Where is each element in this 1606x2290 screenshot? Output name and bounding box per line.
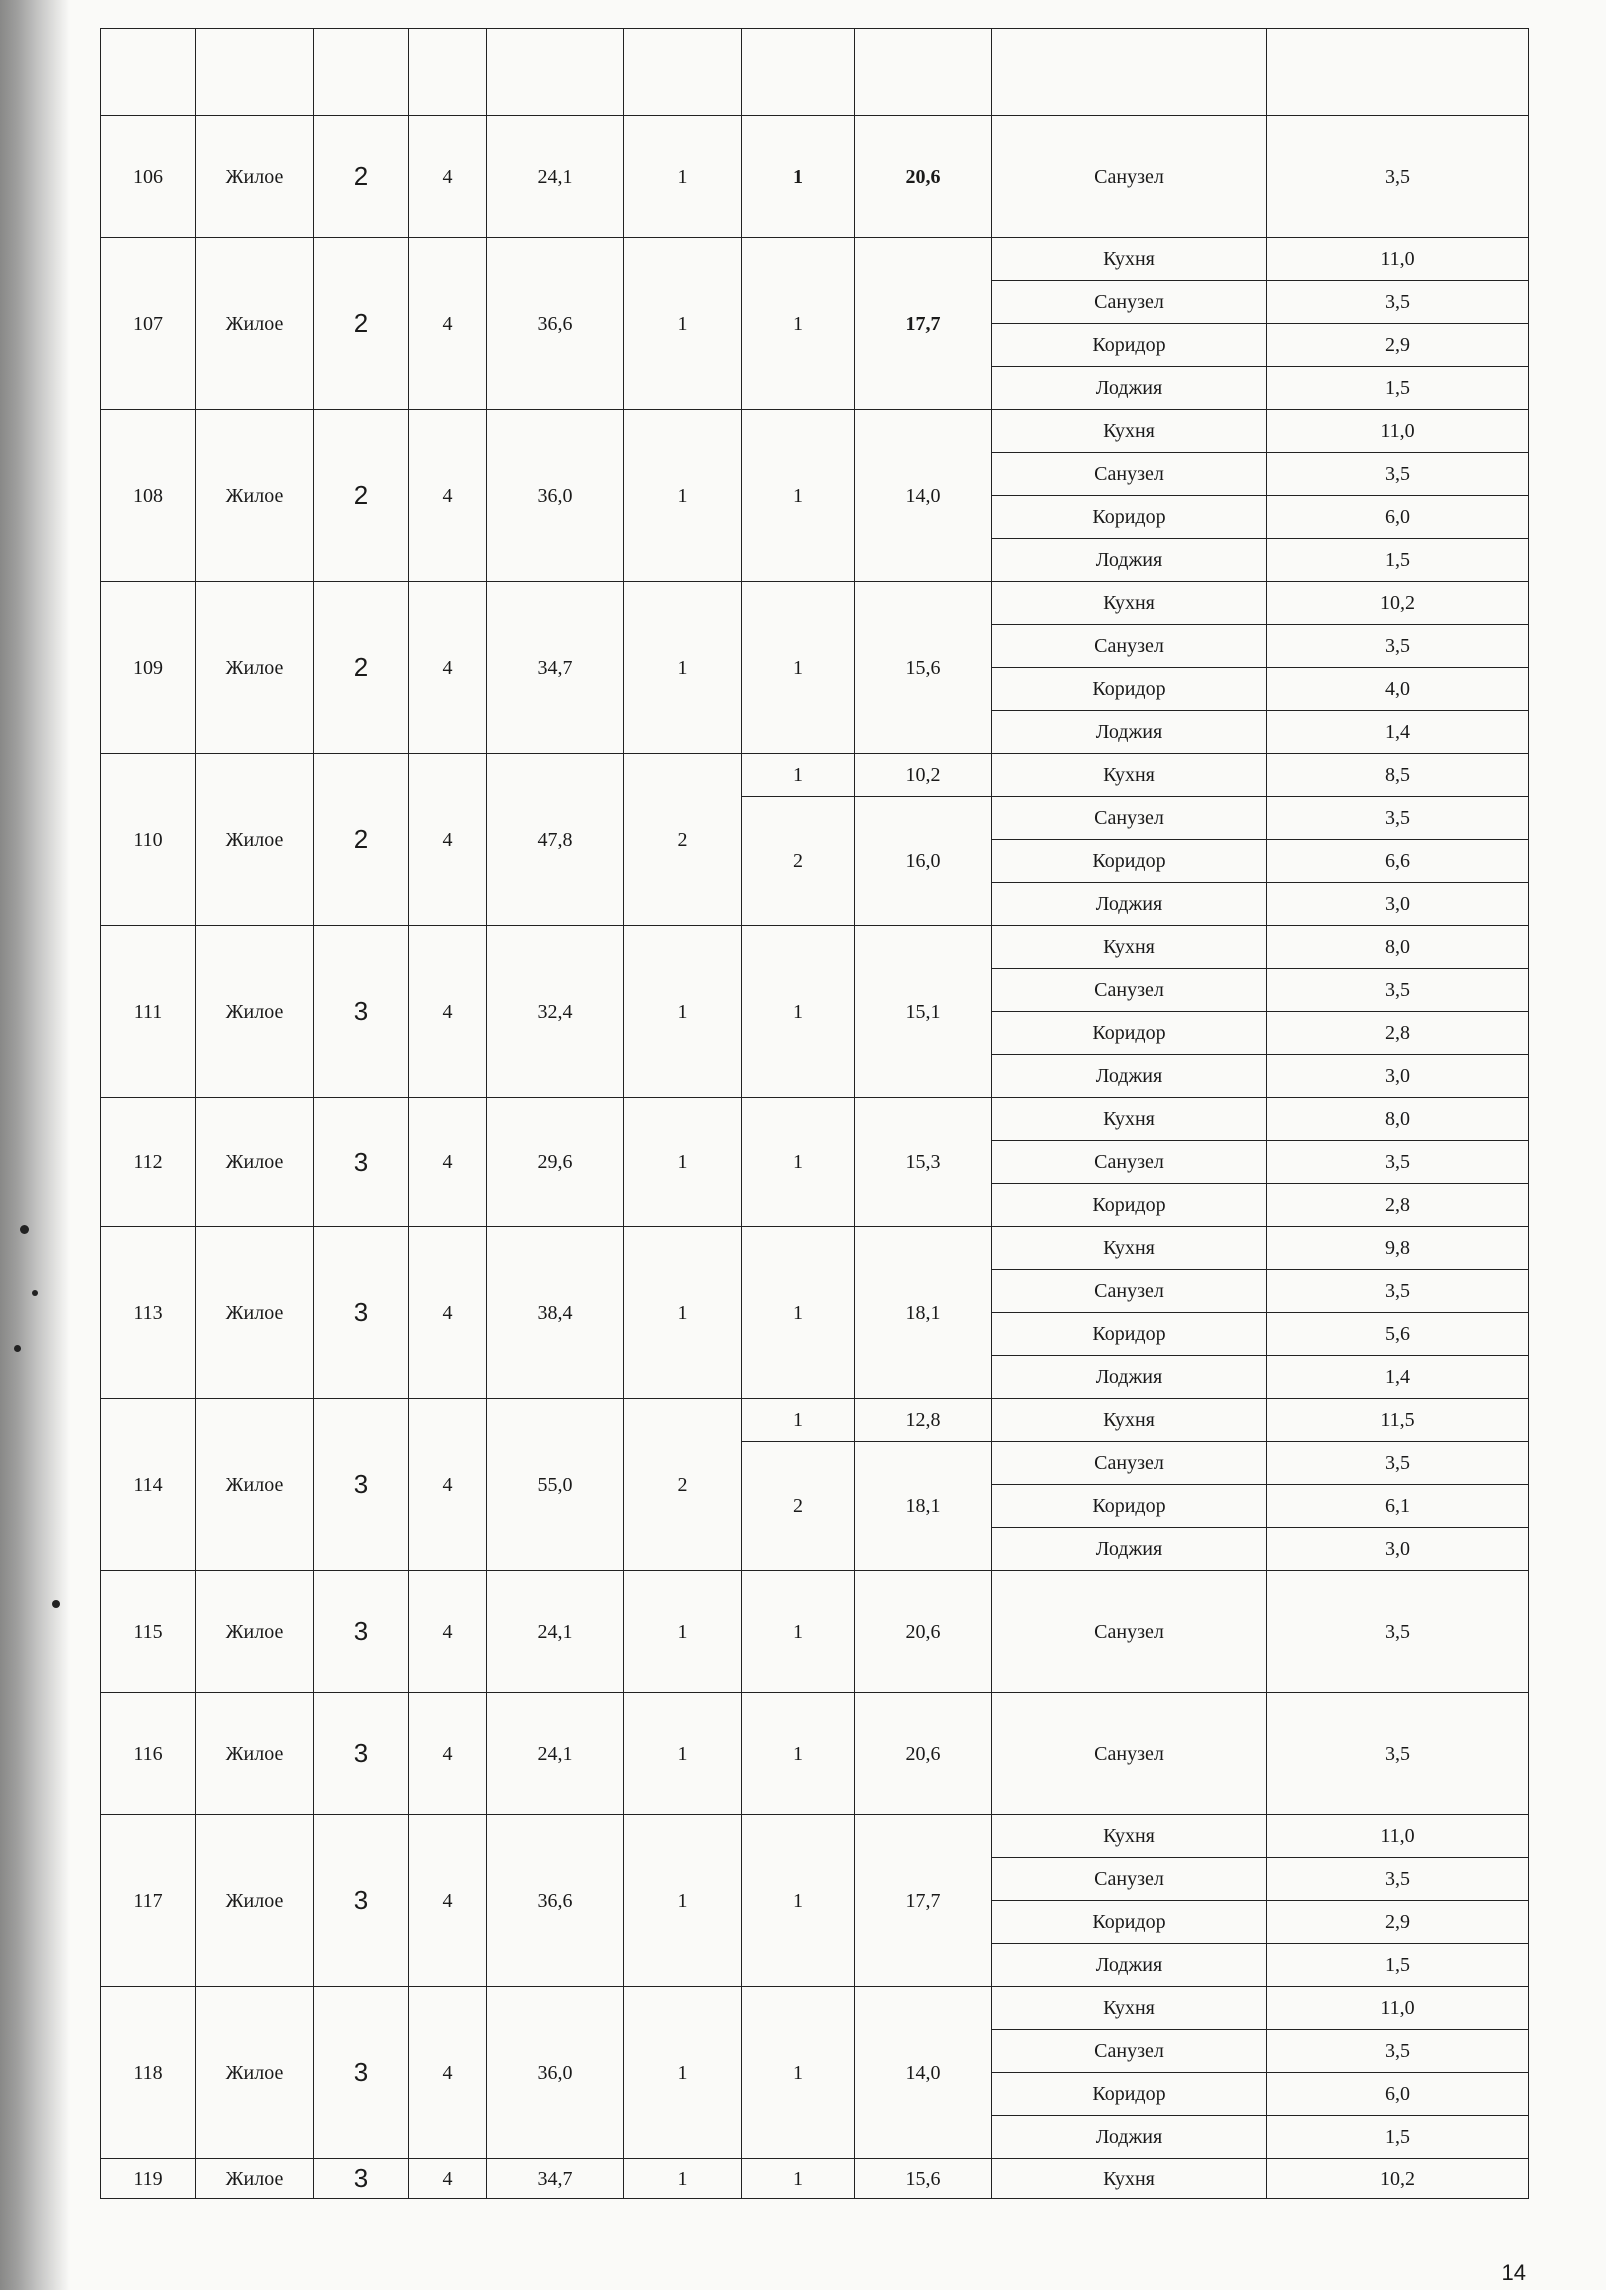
- purpose-cell: Жилое: [196, 1815, 314, 1987]
- total-area-cell: 55,0: [487, 1399, 624, 1571]
- aux-room-name-cell: Лоджия: [992, 1356, 1267, 1399]
- aux-room-area-cell: 3,5: [1267, 1270, 1529, 1313]
- aux-room-name-cell: Кухня: [992, 238, 1267, 281]
- aux-room-name-cell: Коридор: [992, 1012, 1267, 1055]
- aux-room-name-cell: Лоджия: [992, 1055, 1267, 1098]
- aux-room-name-cell: Кухня: [992, 1227, 1267, 1270]
- floor-cell: 4: [409, 926, 487, 1098]
- aux-room-name-cell: Санузел: [992, 116, 1267, 238]
- aux-room-area-cell: 2,9: [1267, 324, 1529, 367]
- table-row: [101, 1399, 1529, 1442]
- room-number-cell: 1: [742, 1693, 855, 1815]
- floor-cell: 4: [409, 238, 487, 410]
- apartment-number-cell: 109: [101, 582, 196, 754]
- aux-room-area-cell: 1,4: [1267, 711, 1529, 754]
- room-number-cell: 1: [742, 1815, 855, 1987]
- aux-room-name-cell: Санузел: [992, 1141, 1267, 1184]
- total-area-cell: 34,7: [487, 2159, 624, 2199]
- rooms-count-cell: 1: [624, 238, 742, 410]
- purpose-cell: Жилое: [196, 238, 314, 410]
- room-number-cell: 1: [742, 926, 855, 1098]
- floor-cell: 4: [409, 582, 487, 754]
- section-cell: 3: [314, 1815, 409, 1987]
- aux-room-area-cell: 3,5: [1267, 281, 1529, 324]
- total-area-cell: 36,0: [487, 1987, 624, 2159]
- apartment-number-cell: 111: [101, 926, 196, 1098]
- room-area-cell: 20,6: [855, 1693, 992, 1815]
- table-row: [101, 926, 1529, 969]
- room-area-cell: 10,2: [855, 754, 992, 797]
- room-area-cell: 15,3: [855, 1098, 992, 1227]
- purpose-cell: Жилое: [196, 1693, 314, 1815]
- aux-room-area-cell: 3,5: [1267, 1442, 1529, 1485]
- floor-cell: 4: [409, 1227, 487, 1399]
- apartment-number-cell: 108: [101, 410, 196, 582]
- page-number: 14: [1501, 2260, 1526, 2285]
- room-number-cell: 1: [742, 116, 855, 238]
- aux-room-area-cell: 6,1: [1267, 1485, 1529, 1528]
- aux-room-name-cell: Коридор: [992, 668, 1267, 711]
- room-number-cell: 2: [742, 1442, 855, 1571]
- section-cell: 3: [314, 2159, 409, 2199]
- scan-speck: [14, 1345, 21, 1352]
- aux-room-area-cell: 1,5: [1267, 1944, 1529, 1987]
- apartment-number-cell: 107: [101, 238, 196, 410]
- aux-room-area-cell: 3,5: [1267, 1571, 1529, 1693]
- room-area-cell: 14,0: [855, 1987, 992, 2159]
- aux-room-area-cell: 8,0: [1267, 1098, 1529, 1141]
- room-number-cell: 1: [742, 582, 855, 754]
- room-area-cell: 17,7: [855, 238, 992, 410]
- rooms-count-cell: 1: [624, 1098, 742, 1227]
- table-row: [101, 1693, 1529, 1815]
- aux-room-area-cell: 1,5: [1267, 2116, 1529, 2159]
- room-area-cell: 14,0: [855, 410, 992, 582]
- aux-room-name-cell: Коридор: [992, 1485, 1267, 1528]
- aux-room-name-cell: Кухня: [992, 582, 1267, 625]
- aux-room-area-cell: 3,5: [1267, 625, 1529, 668]
- section-cell: 3: [314, 926, 409, 1098]
- aux-room-area-cell: 11,0: [1267, 238, 1529, 281]
- aux-room-area-cell: 4,0: [1267, 668, 1529, 711]
- apartment-number-cell: 110: [101, 754, 196, 926]
- table-row: [101, 754, 1529, 797]
- aux-room-area-cell: 3,5: [1267, 1693, 1529, 1815]
- rooms-count-cell: 1: [624, 116, 742, 238]
- room-number-cell: 1: [742, 238, 855, 410]
- aux-room-name-cell: Кухня: [992, 1987, 1267, 2030]
- aux-room-area-cell: 3,5: [1267, 453, 1529, 496]
- total-area-cell: 38,4: [487, 1227, 624, 1399]
- room-area-cell: 15,6: [855, 582, 992, 754]
- total-area-cell: 24,1: [487, 1693, 624, 1815]
- aux-room-area-cell: 3,5: [1267, 1858, 1529, 1901]
- total-area-cell: 24,1: [487, 1571, 624, 1693]
- aux-room-area-cell: 3,5: [1267, 2030, 1529, 2073]
- total-area-cell: 47,8: [487, 754, 624, 926]
- room-area-cell: 17,7: [855, 1815, 992, 1987]
- apartment-number-cell: 118: [101, 1987, 196, 2159]
- table-row: [101, 238, 1529, 281]
- aux-room-name-cell: Санузел: [992, 969, 1267, 1012]
- total-area-cell: 36,6: [487, 238, 624, 410]
- rooms-count-cell: 1: [624, 1571, 742, 1693]
- floor-cell: 4: [409, 1571, 487, 1693]
- room-area-cell: 16,0: [855, 797, 992, 926]
- aux-room-area-cell: 11,0: [1267, 410, 1529, 453]
- section-cell: 2: [314, 116, 409, 238]
- table-row: [101, 410, 1529, 453]
- room-number-cell: 1: [742, 1227, 855, 1399]
- aux-room-name-cell: Санузел: [992, 1270, 1267, 1313]
- section-cell: 2: [314, 754, 409, 926]
- total-area-cell: 36,0: [487, 410, 624, 582]
- aux-room-name-cell: Санузел: [992, 453, 1267, 496]
- rooms-count-cell: 2: [624, 1399, 742, 1571]
- room-number-cell: 1: [742, 2159, 855, 2199]
- aux-room-area-cell: 5,6: [1267, 1313, 1529, 1356]
- aux-room-area-cell: 3,5: [1267, 969, 1529, 1012]
- aux-room-name-cell: Санузел: [992, 797, 1267, 840]
- aux-room-name-cell: Кухня: [992, 1815, 1267, 1858]
- purpose-cell: Жилое: [196, 1987, 314, 2159]
- aux-room-area-cell: 9,8: [1267, 1227, 1529, 1270]
- total-area-cell: 29,6: [487, 1098, 624, 1227]
- aux-room-name-cell: Лоджия: [992, 539, 1267, 582]
- floor-cell: 4: [409, 1399, 487, 1571]
- aux-room-area-cell: 3,0: [1267, 1528, 1529, 1571]
- aux-room-name-cell: Лоджия: [992, 367, 1267, 410]
- floor-cell: 4: [409, 1098, 487, 1227]
- aux-room-name-cell: Санузел: [992, 1858, 1267, 1901]
- room-number-cell: 1: [742, 1987, 855, 2159]
- section-cell: 3: [314, 1399, 409, 1571]
- aux-room-name-cell: Лоджия: [992, 711, 1267, 754]
- floor-cell: 4: [409, 410, 487, 582]
- apartment-number-cell: 106: [101, 116, 196, 238]
- room-number-cell: 2: [742, 797, 855, 926]
- scan-speck: [52, 1600, 60, 1608]
- aux-room-name-cell: Санузел: [992, 2030, 1267, 2073]
- room-area-cell: 20,6: [855, 116, 992, 238]
- floor-cell: 4: [409, 1693, 487, 1815]
- room-area-cell: 18,1: [855, 1227, 992, 1399]
- purpose-cell: Жилое: [196, 116, 314, 238]
- total-area-cell: 24,1: [487, 116, 624, 238]
- aux-room-area-cell: 1,5: [1267, 367, 1529, 410]
- table-row: [101, 1815, 1529, 1858]
- room-area-cell: 12,8: [855, 1399, 992, 1442]
- rooms-count-cell: 1: [624, 410, 742, 582]
- purpose-cell: Жилое: [196, 1571, 314, 1693]
- purpose-cell: Жилое: [196, 754, 314, 926]
- rooms-count-cell: 1: [624, 926, 742, 1098]
- aux-room-name-cell: Коридор: [992, 324, 1267, 367]
- purpose-cell: Жилое: [196, 926, 314, 1098]
- aux-room-area-cell: 11,0: [1267, 1987, 1529, 2030]
- aux-room-area-cell: 3,0: [1267, 1055, 1529, 1098]
- purpose-cell: Жилое: [196, 582, 314, 754]
- aux-room-area-cell: 8,0: [1267, 926, 1529, 969]
- total-area-cell: 36,6: [487, 1815, 624, 1987]
- aux-room-name-cell: Коридор: [992, 840, 1267, 883]
- apartment-number-cell: 119: [101, 2159, 196, 2199]
- aux-room-area-cell: 10,2: [1267, 582, 1529, 625]
- aux-room-name-cell: Коридор: [992, 1901, 1267, 1944]
- section-cell: 3: [314, 1571, 409, 1693]
- aux-room-name-cell: Санузел: [992, 1442, 1267, 1485]
- apartment-number-cell: 117: [101, 1815, 196, 1987]
- aux-room-name-cell: Кухня: [992, 1399, 1267, 1442]
- section-cell: 3: [314, 1098, 409, 1227]
- aux-room-name-cell: Коридор: [992, 496, 1267, 539]
- apartment-table: [100, 28, 1529, 2199]
- section-cell: 2: [314, 582, 409, 754]
- table-row: [101, 1987, 1529, 2030]
- purpose-cell: Жилое: [196, 2159, 314, 2199]
- aux-room-area-cell: 6,0: [1267, 2073, 1529, 2116]
- aux-room-area-cell: 6,6: [1267, 840, 1529, 883]
- aux-room-area-cell: 11,0: [1267, 1815, 1529, 1858]
- room-area-cell: 15,1: [855, 926, 992, 1098]
- room-number-cell: 1: [742, 410, 855, 582]
- aux-room-area-cell: 10,2: [1267, 2159, 1529, 2199]
- table-top-row: [101, 29, 1529, 116]
- purpose-cell: Жилое: [196, 1227, 314, 1399]
- rooms-count-cell: 1: [624, 582, 742, 754]
- room-number-cell: 1: [742, 1098, 855, 1227]
- aux-room-area-cell: 11,5: [1267, 1399, 1529, 1442]
- floor-cell: 4: [409, 1987, 487, 2159]
- apartment-number-cell: 115: [101, 1571, 196, 1693]
- scan-speck: [20, 1225, 29, 1234]
- aux-room-name-cell: Лоджия: [992, 883, 1267, 926]
- aux-room-name-cell: Коридор: [992, 1184, 1267, 1227]
- apartment-number-cell: 116: [101, 1693, 196, 1815]
- aux-room-name-cell: Лоджия: [992, 2116, 1267, 2159]
- aux-room-area-cell: 2,8: [1267, 1012, 1529, 1055]
- aux-room-area-cell: 3,5: [1267, 116, 1529, 238]
- aux-room-name-cell: Кухня: [992, 2159, 1267, 2199]
- aux-room-name-cell: Санузел: [992, 281, 1267, 324]
- apartment-number-cell: 112: [101, 1098, 196, 1227]
- aux-room-name-cell: Лоджия: [992, 1944, 1267, 1987]
- section-cell: 2: [314, 410, 409, 582]
- floor-cell: 4: [409, 1815, 487, 1987]
- purpose-cell: Жилое: [196, 410, 314, 582]
- rooms-count-cell: 1: [624, 1815, 742, 1987]
- rooms-count-cell: 1: [624, 1227, 742, 1399]
- rooms-count-cell: 2: [624, 754, 742, 926]
- room-number-cell: 1: [742, 1399, 855, 1442]
- rooms-count-cell: 1: [624, 1693, 742, 1815]
- table-row: [101, 1098, 1529, 1141]
- table-row: [101, 116, 1529, 238]
- room-area-cell: 15,6: [855, 2159, 992, 2199]
- aux-room-area-cell: 1,5: [1267, 539, 1529, 582]
- section-cell: 3: [314, 1987, 409, 2159]
- rooms-count-cell: 1: [624, 1987, 742, 2159]
- floor-cell: 4: [409, 754, 487, 926]
- aux-room-name-cell: Коридор: [992, 1313, 1267, 1356]
- room-number-cell: 1: [742, 754, 855, 797]
- aux-room-area-cell: 2,8: [1267, 1184, 1529, 1227]
- floor-cell: 4: [409, 2159, 487, 2199]
- aux-room-area-cell: 8,5: [1267, 754, 1529, 797]
- aux-room-name-cell: Кухня: [992, 926, 1267, 969]
- aux-room-name-cell: Коридор: [992, 2073, 1267, 2116]
- table-row: [101, 1227, 1529, 1270]
- aux-room-area-cell: 3,0: [1267, 883, 1529, 926]
- section-cell: 3: [314, 1693, 409, 1815]
- room-number-cell: 1: [742, 1571, 855, 1693]
- aux-room-area-cell: 1,4: [1267, 1356, 1529, 1399]
- aux-room-name-cell: Санузел: [992, 1571, 1267, 1693]
- aux-room-name-cell: Кухня: [992, 754, 1267, 797]
- scan-speck: [32, 1290, 38, 1296]
- aux-room-name-cell: Санузел: [992, 625, 1267, 668]
- aux-room-name-cell: Лоджия: [992, 1528, 1267, 1571]
- scan-shadow: [0, 0, 70, 2290]
- aux-room-name-cell: Санузел: [992, 1693, 1267, 1815]
- total-area-cell: 34,7: [487, 582, 624, 754]
- aux-room-area-cell: 3,5: [1267, 1141, 1529, 1184]
- apartment-number-cell: 113: [101, 1227, 196, 1399]
- room-area-cell: 18,1: [855, 1442, 992, 1571]
- table-row: [101, 1571, 1529, 1693]
- table-row: [101, 2159, 1529, 2199]
- aux-room-name-cell: Кухня: [992, 410, 1267, 453]
- section-cell: 3: [314, 1227, 409, 1399]
- aux-room-area-cell: 3,5: [1267, 797, 1529, 840]
- room-area-cell: 20,6: [855, 1571, 992, 1693]
- aux-room-area-cell: 6,0: [1267, 496, 1529, 539]
- section-cell: 2: [314, 238, 409, 410]
- aux-room-area-cell: 2,9: [1267, 1901, 1529, 1944]
- aux-room-name-cell: Кухня: [992, 1098, 1267, 1141]
- purpose-cell: Жилое: [196, 1098, 314, 1227]
- rooms-count-cell: 1: [624, 2159, 742, 2199]
- apartment-number-cell: 114: [101, 1399, 196, 1571]
- purpose-cell: Жилое: [196, 1399, 314, 1571]
- floor-cell: 4: [409, 116, 487, 238]
- table-row: [101, 582, 1529, 625]
- total-area-cell: 32,4: [487, 926, 624, 1098]
